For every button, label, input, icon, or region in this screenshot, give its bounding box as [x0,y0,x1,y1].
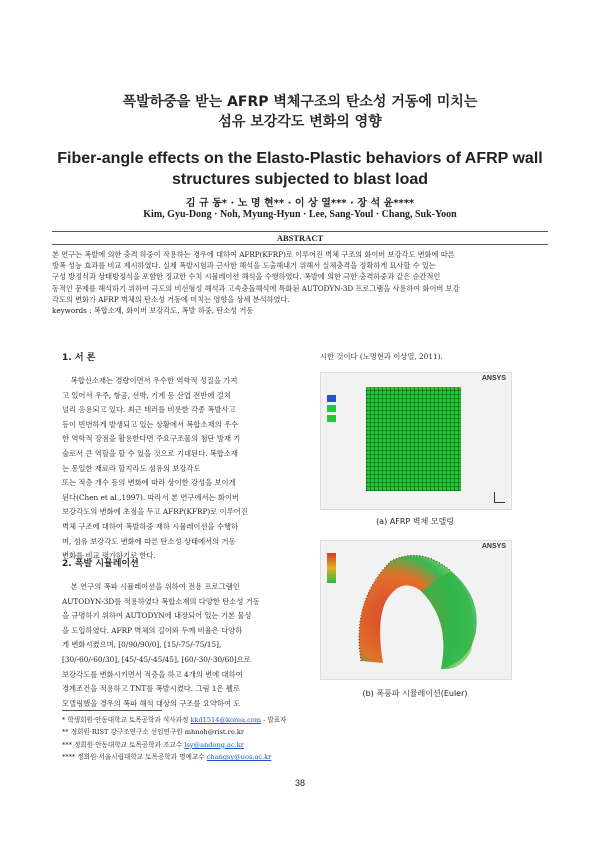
body-line: 된다(Chen et al.,1997). 따라서 본 연구에서는 화이버 [62,492,240,502]
authors-english: Kim, Gyu-Dong · Noh, Myung-Hyun · Lee, Sang-Youl · Chang, Suk-Yoon [143,209,457,220]
body-line: 등이 빈번하게 발생되고 있는 상황에서 복합소재의 우수 [62,419,239,429]
body-line: 변화를 비교 평가하기로 한다. [62,551,156,561]
body-line: 보강각도를 변화시키면서 적층을 하고 4개의 변에 대하여 [62,669,243,679]
email-link[interactable]: changsy@uos.ac.kr [206,753,272,762]
body-line: AUTODYN-3D를 적용하였다 복합소재의 다양한 탄소성 거동 [62,596,260,606]
ansys-logo: ANSYS [481,375,506,382]
title-english [40,148,560,190]
body-line: 복합신소재는 경량이면서 우수한 역학적 성질을 가져 [70,376,238,385]
footnote-4: **** 정회원·서울시립대학교 토목공학과 명예교수 changsy@uos.ac.kr [62,753,272,762]
abstract-heading: ABSTRACT [276,233,324,243]
title-english-line-1: Fiber-angle effects on the Elasto-Plastic behaviors of AFRP wall [57,150,543,167]
title-korean [40,92,560,132]
section-1-body [62,374,294,564]
body-line: 보강각도의 변화에 초점을 두고 AFRP(KFRP)로 이루어진 [62,507,248,517]
abstract-line: 본 연구는 폭발에 의한 충격 하중이 작용하는 경우에 대하여 AFRP(KFRP)로 이루어진 벽체 구조의 화이버 보강각도 변화에 따른 [52,250,455,259]
title-korean-line-1: 폭발하중을 받는 AFRP 벽체구조의 탄소성 거동에 미치는 [122,94,478,110]
body-line: 모델링했을 경우의 폭파 해석 대상의 구조를 요약하여 도 [62,698,241,708]
body-line: 널리 응용되고 있다. 최근 테러를 비롯한 각종 폭발사고 [62,405,236,415]
figure-a-caption: (a) AFRP 벽체 모델링 [376,517,454,526]
section-1-title: 1. 서 론 [62,353,96,363]
body-line: 경계조건을 적용하고 TNT를 폭발시켰다. 그림 1은 웰로 [62,684,240,694]
body-line: 벽체 구조에 대하여 폭발하중 재하 시뮬레이션을 수행하 [62,521,239,531]
afrp-wall-mesh [366,387,461,491]
blast-wave-graphic [321,541,511,679]
right-column-top-line: 시한 것이다 (노명현과 이상열, 2011). [320,352,443,361]
email-link[interactable]: kkd1514@korea.com [190,716,261,724]
body-line: 을 규명하기 위하여 AUTODYN에 내장되어 있는 기본 물성 [62,611,252,621]
body-line: 며, 섬유 보강각도 변화에 따른 탄소성 상태에서의 거동 [62,536,236,546]
figure-b-blast-simulation [320,540,512,680]
abstract-line: 동적인 문제를 해석하기 위하여 극도의 비선형성 해석과 고속충돌해석에 특화된 AUTODYN-3D 프로그램을 사용하여 화이버 보강 [52,283,460,293]
body-line: 술로서 큰 역할을 할 수 있을 것으로 기대된다. 복합소재 [62,448,238,458]
authors-korean: 김 규 동* · 노 명 현** · 이 상 열*** · 장 석 윤**** [185,198,415,209]
body-line: 한 역학적 장점을 활용한다면 주요구조물의 첨단 방재 기 [62,434,241,444]
footnote-3: *** 정회원·안동대학교 토목공학과 조교수 lsy@andong.ac.kr [62,740,244,749]
abstract-rule-bottom [52,244,548,245]
footnote-rule [62,710,162,711]
abstract-rule-top [52,231,548,232]
ansys-logo: ANSYS [481,543,506,550]
title-korean-line-2: 섬유 보강각도 변화의 영향 [218,114,382,130]
legend-swatch [327,415,336,422]
axis-triad-icon [494,492,505,503]
footnote-2: ** 정회원·RIST 강구조연구소 선임연구원 mhnoh@rist.re.kr [62,728,244,737]
abstract-line: 방폭 성능 효과를 비교 제시하였다. 실제 폭발시험과 근사한 해석을 도출해내기 위해서 실체충격을 정확하게 묘사할 수 있는 [52,261,436,271]
abstract-line: 구성 방정식과 상태방정식을 포함한 정교한 수치 시뮬레이션 해석을 수행하였다. 폭발에 의한 극한 충격하중과 같은 순간적인 [52,272,441,282]
body-line: 는 동일한 재료라 할지라도 섬유의 보강각도 [62,463,201,473]
page-number: 38 [294,778,305,788]
figure-b-caption: (b) 폭풍파 시뮬레이션(Euler) [362,689,468,698]
footnotes [62,714,542,764]
body-line: [30/-60/-60/30], [45/-45/-45/45], [60/-30/-30/60]으로 [62,654,251,664]
section-2-title: 2. 폭발 시뮬레이션 [62,559,139,569]
keywords: keywords : 복합소재, 화이버 보강각도, 폭발 하중, 탄소성 거동 [52,306,254,316]
abstract-body [52,249,548,316]
body-line: 을 도입하였다. AFRP 벽체의 길이와 두께 비율은 다양하 [62,625,243,635]
title-english-line-2: structures subjected to blast load [171,171,429,188]
legend-swatch [327,405,336,412]
abstract-line: 각도의 변화가 AFRP 벽체의 탄소성 거동에 미치는 영향을 상세 분석하였다. [52,294,290,304]
email-link[interactable]: lsy@andong.ac.kr [184,740,244,749]
figure-a-afrp-wall-model [320,372,512,510]
color-scale-bar [327,553,336,583]
body-line: 또는 적층 개수 등의 변화에 따라 상이한 강성을 보이게 [62,478,236,488]
section-2-body [62,580,294,711]
body-line: 게 변화시켰으며, [0/90/90/0], [15/-75/-75/15], [62,640,222,650]
footnote-1: * 학생회원·안동대학교 토목공학과 석사과정 kkd1514@korea.com - 발표자 [62,716,287,724]
body-line: 고 있어서 우주, 항공, 선박, 기계 등 산업 전반에 걸쳐 [62,390,231,400]
legend-swatch [327,395,336,402]
body-line: 본 연구의 폭파 시뮬레이션을 위하여 전용 프로그램인 [70,582,240,591]
